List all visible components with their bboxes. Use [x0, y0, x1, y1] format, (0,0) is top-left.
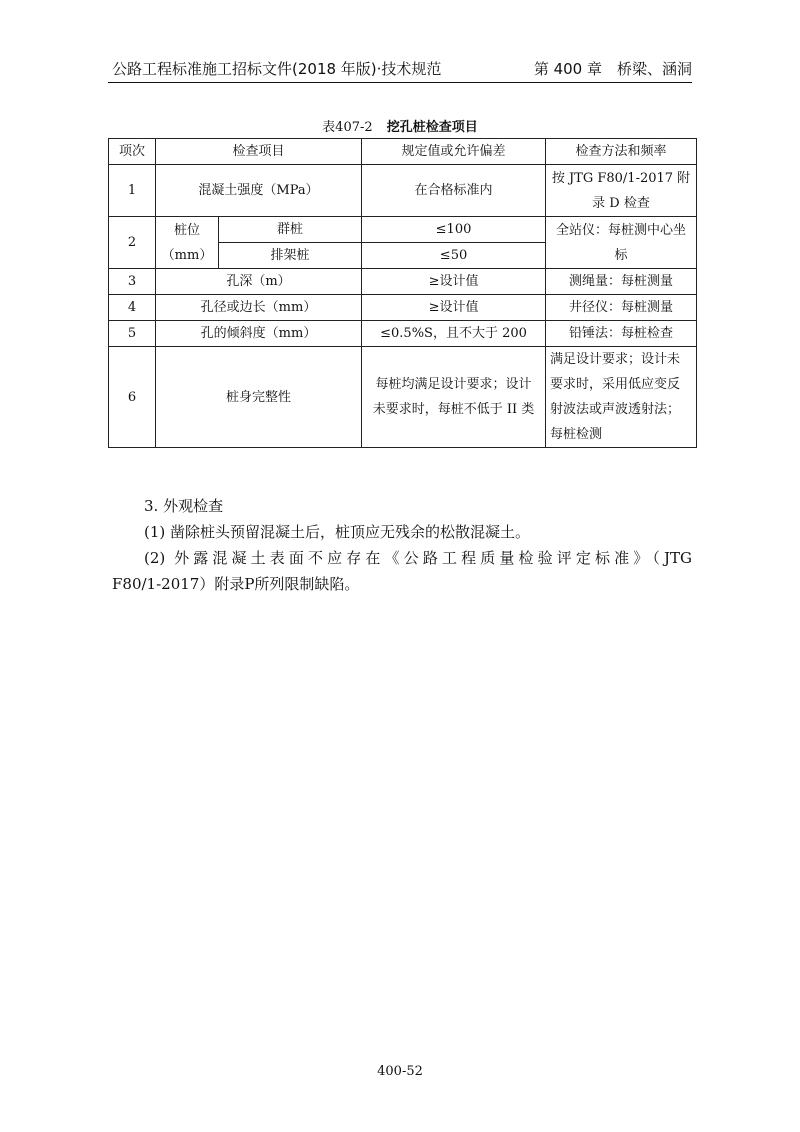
table-row — [109, 321, 697, 347]
allowed-value: ≤0.5%S，且不大于 200 — [362, 321, 546, 347]
check-item: 混凝土强度（MPa） — [156, 165, 362, 217]
method-line: 射波法或声波透射法； — [550, 402, 681, 417]
row-number: 6 — [109, 347, 156, 448]
value-line: 未要求时，每桩不低于 II 类 — [372, 402, 535, 417]
check-item: 桩身完整性 — [156, 347, 362, 448]
row-number: 5 — [109, 321, 156, 347]
table-caption — [108, 116, 692, 135]
allowed-value: ≤50 — [362, 243, 546, 269]
check-method — [546, 165, 697, 217]
check-method: 井径仪：每桩测量 — [546, 295, 697, 321]
paragraph-item-2-line-2: F80/1-2017）附录P所列限制缺陷。 — [112, 575, 360, 593]
section-heading: 3. 外观检查 — [144, 497, 224, 515]
allowed-value: ≤100 — [362, 217, 546, 243]
allowed-value: ≥设计值 — [362, 269, 546, 295]
sub-item: 群桩 — [219, 217, 362, 243]
check-item-group — [156, 217, 219, 269]
page-number: 400-52 — [377, 1064, 423, 1079]
table-row — [109, 165, 697, 217]
paragraph-item-1: (1) 凿除桩头预留混凝土后，桩顶应无残余的松散混凝土。 — [144, 523, 531, 541]
method-line: 每桩检测 — [550, 427, 603, 442]
method-line: 要求时，采用低应变反 — [550, 377, 681, 392]
check-item: 孔的倾斜度（mm） — [156, 321, 362, 347]
check-method: 测绳量：每桩测量 — [546, 269, 697, 295]
method-line: 标 — [614, 247, 628, 263]
method-line: 录 D 检查 — [592, 195, 650, 211]
header-rule — [108, 82, 692, 83]
row-number: 4 — [109, 295, 156, 321]
table-number: 表407-2 — [322, 120, 373, 135]
row-number: 1 — [109, 165, 156, 217]
header-cell: 项次 — [109, 139, 156, 165]
sub-item: 排架桩 — [219, 243, 362, 269]
table-row — [109, 269, 697, 295]
allowed-value — [362, 347, 546, 448]
table-row — [109, 347, 697, 448]
header-cell: 规定值或允许偏差 — [362, 139, 546, 165]
group-label: 桩位 — [173, 222, 200, 238]
check-item: 孔径或边长（mm） — [156, 295, 362, 321]
method-line: 按 JTG F80/1-2017 附 — [551, 170, 691, 186]
allowed-value: ≥设计值 — [362, 295, 546, 321]
row-number: 2 — [109, 217, 156, 269]
check-item: 孔深（m） — [156, 269, 362, 295]
running-header-chapter: 第 400 章 桥梁、涵洞 — [533, 60, 692, 78]
check-method — [546, 347, 697, 448]
group-unit: （mm） — [161, 247, 213, 263]
method-line: 满足设计要求；设计未 — [550, 352, 681, 367]
row-number: 3 — [109, 269, 156, 295]
header-cell: 检查方法和频率 — [546, 139, 697, 165]
header-cell: 检查项目 — [156, 139, 362, 165]
table-row — [109, 295, 697, 321]
running-header-title: 公路工程标准施工招标文件(2018 年版)·技术规范 — [112, 60, 442, 78]
table-row — [109, 217, 697, 243]
allowed-value: 在合格标准内 — [362, 165, 546, 217]
value-line: 每桩均满足设计要求；设计 — [375, 377, 532, 392]
inspection-table — [108, 138, 697, 448]
check-method — [546, 217, 697, 269]
table-title: 挖孔桩检查项目 — [386, 120, 478, 135]
check-method: 铅锤法：每桩检查 — [546, 321, 697, 347]
method-line: 全站仪：每桩测中心坐 — [556, 222, 687, 238]
table-header-row — [109, 139, 697, 165]
paragraph-item-2-line-1: (2) 外露混凝土表面不应存在《公路工程质量检验评定标准》（JTG — [144, 549, 692, 567]
